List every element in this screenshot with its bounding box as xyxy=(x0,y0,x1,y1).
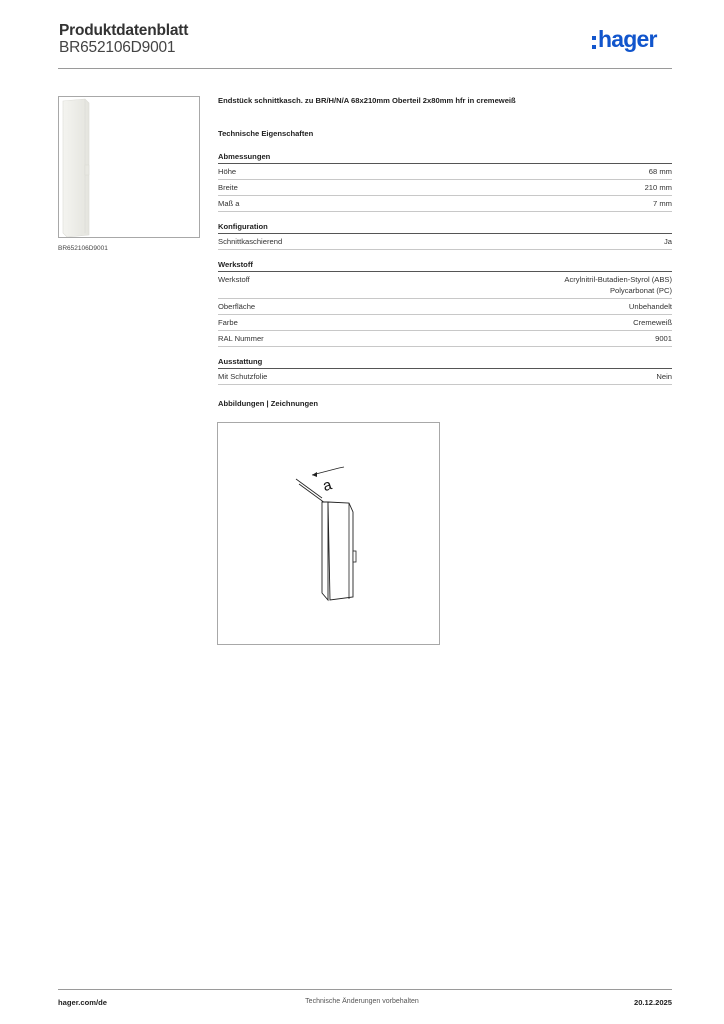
row-value: Unbehandelt xyxy=(628,302,672,311)
table-row xyxy=(218,331,672,347)
technical-drawing xyxy=(217,422,440,645)
row-value-line: Acrylnitril-Butadien-Styrol (ABS) xyxy=(564,275,672,284)
table-row xyxy=(218,164,672,180)
table-row xyxy=(218,315,672,331)
table-row xyxy=(218,272,672,299)
section-title: Werkstoff xyxy=(218,260,672,272)
row-label: Maß a xyxy=(218,199,240,208)
footer-notice: Technische Änderungen vorbehalten xyxy=(305,998,419,1005)
section-equipment xyxy=(218,357,672,385)
logo-dots-icon xyxy=(592,36,596,49)
footer-date: 20.12.2025 xyxy=(633,998,672,1007)
logo-text: hager xyxy=(598,26,657,52)
section-dimensions xyxy=(218,152,672,212)
end-piece-drawing-icon xyxy=(218,423,439,644)
image-caption: BR652106D9001 xyxy=(58,245,108,252)
product-details xyxy=(218,96,672,408)
end-piece-photo-icon xyxy=(59,97,199,237)
row-value: Nein xyxy=(656,372,672,381)
technical-heading: Technische Eigenschaften xyxy=(218,129,314,138)
section-title: Abmessungen xyxy=(218,152,672,164)
row-value-line: Polycarbonat (PC) xyxy=(609,286,672,295)
footer-divider xyxy=(58,989,672,990)
section-configuration xyxy=(218,222,672,250)
row-label: Farbe xyxy=(218,318,238,327)
row-value: 210 mm xyxy=(644,183,672,192)
row-value: 9001 xyxy=(655,334,672,343)
dimension-label: a xyxy=(320,476,334,496)
section-material xyxy=(218,260,672,347)
product-image xyxy=(58,96,200,238)
table-row xyxy=(218,299,672,315)
row-value xyxy=(564,274,672,296)
table-row xyxy=(218,180,672,196)
header-divider xyxy=(58,68,672,69)
section-title: Ausstattung xyxy=(218,357,672,369)
row-value: 7 mm xyxy=(653,199,672,208)
hager-logo xyxy=(592,28,657,58)
row-label: Schnittkaschierend xyxy=(218,237,283,246)
row-label: Oberfläche xyxy=(218,302,256,311)
table-row xyxy=(218,196,672,212)
table-row xyxy=(218,234,672,250)
row-value: 68 mm xyxy=(648,167,672,176)
footer-website-link[interactable]: hager.com/de xyxy=(58,998,107,1007)
row-label: Mit Schutzfolie xyxy=(218,372,268,381)
page-title: Produktdatenblatt xyxy=(59,22,189,39)
table-row xyxy=(218,369,672,385)
product-code: BR652106D9001 xyxy=(59,39,176,56)
row-value: Cremeweiß xyxy=(633,318,672,327)
row-label: Breite xyxy=(218,183,238,192)
section-title: Konfiguration xyxy=(218,222,672,234)
row-label: RAL Nummer xyxy=(218,334,264,343)
product-description: Endstück schnittkasch. zu BR/H/N/A 68x210mm Oberteil 2x80mm hfr in cremeweiß xyxy=(218,96,516,105)
row-label: Werkstoff xyxy=(218,275,250,284)
drawings-heading: Abbildungen | Zeichnungen xyxy=(218,399,318,408)
row-label: Höhe xyxy=(218,167,237,176)
row-value: Ja xyxy=(663,237,672,246)
